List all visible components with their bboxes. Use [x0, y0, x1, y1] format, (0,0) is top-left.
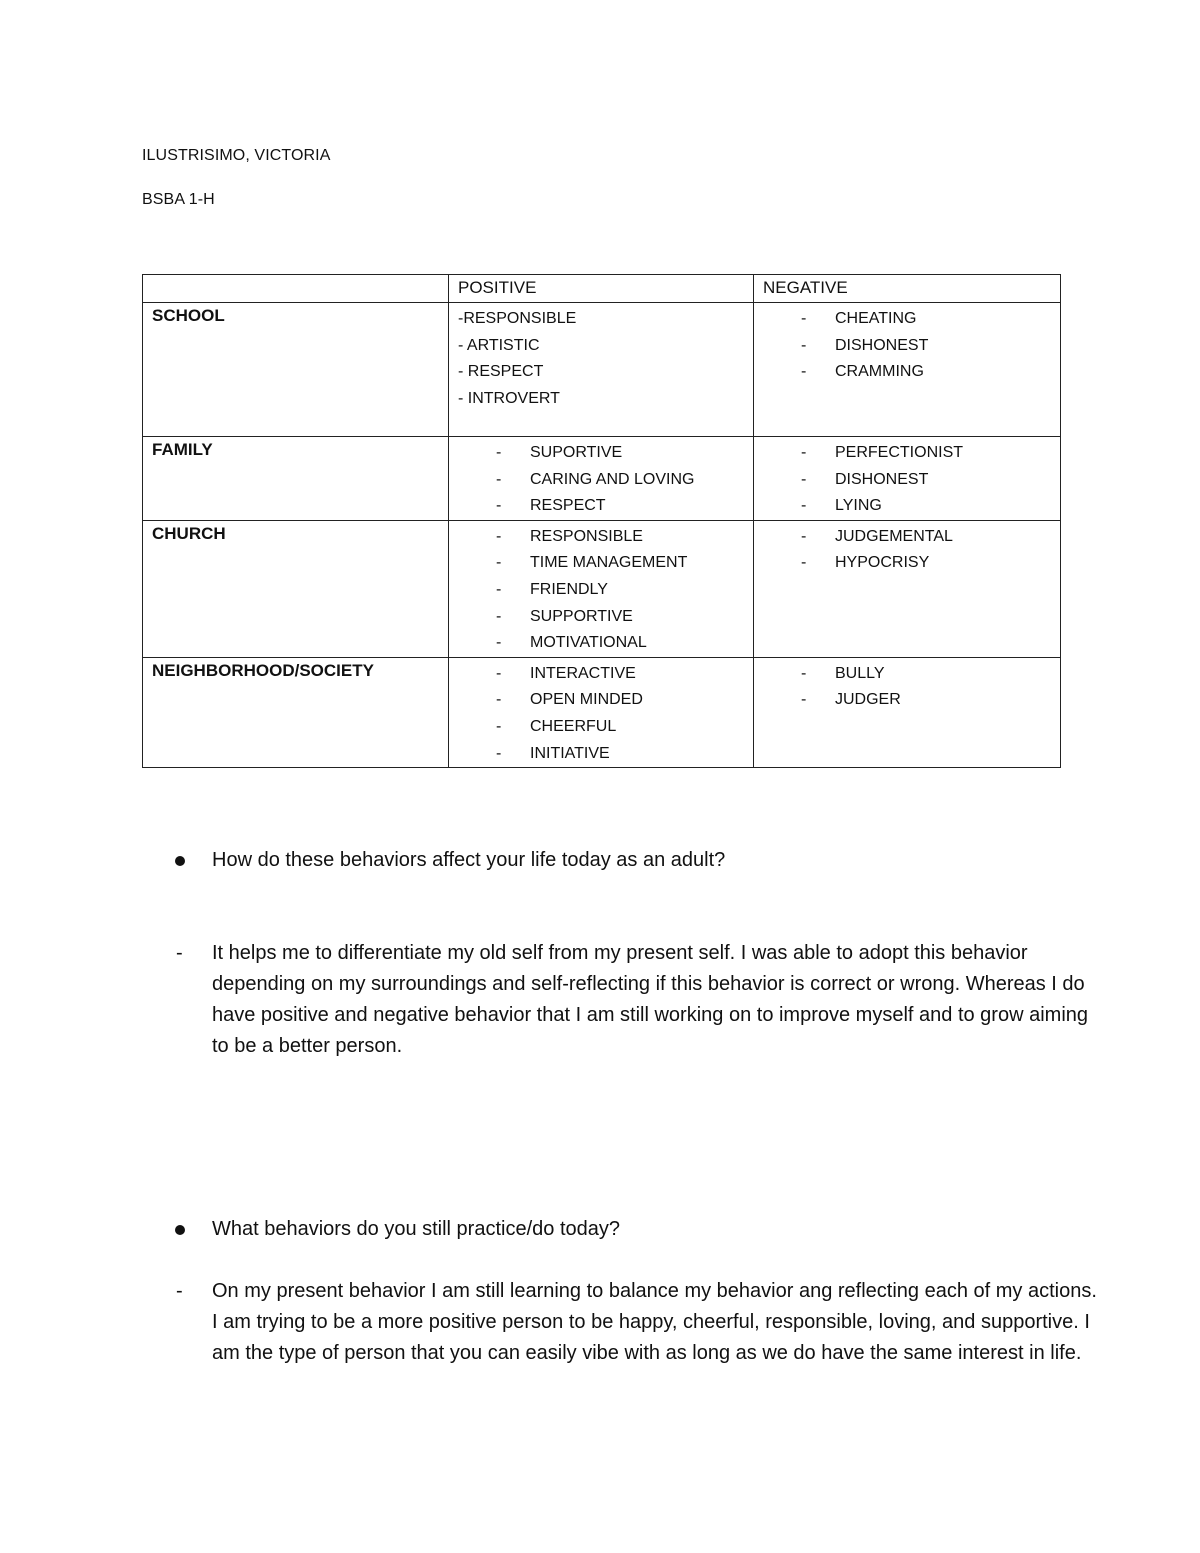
list-item-text: CARING AND LOVING	[530, 470, 695, 488]
list-item	[763, 493, 1051, 520]
question-2	[172, 1214, 1102, 1245]
list-item-text: INITIATIVE	[530, 744, 610, 762]
category-label: NEIGHBORHOOD/SOCIETY	[152, 660, 374, 680]
list-item: - INTROVERT	[458, 389, 560, 407]
list-item-text: CRAMMING	[835, 363, 924, 381]
dash-marker: -	[496, 634, 502, 652]
table-row-church	[143, 520, 1061, 657]
list-item	[458, 524, 744, 551]
negative-list	[763, 306, 1051, 386]
dash-marker: -	[496, 744, 502, 762]
negative-cell	[754, 657, 1061, 767]
category-label: SCHOOL	[152, 306, 225, 325]
list-item	[458, 467, 744, 494]
dash-marker: -	[496, 527, 502, 545]
table-row-neighborhood	[143, 657, 1061, 767]
list-item	[763, 306, 1051, 333]
list-item	[458, 741, 744, 768]
list-item-text: INTERACTIVE	[530, 664, 636, 682]
dash-marker: -	[496, 580, 502, 598]
list-item	[458, 714, 744, 741]
negative-cell	[754, 303, 1061, 437]
dash-marker: -	[801, 527, 807, 545]
list-item	[763, 467, 1051, 494]
list-item-text: RESPECT	[530, 497, 606, 515]
list-item	[458, 630, 744, 657]
student-name: ILUSTRISIMO, VICTORIA	[142, 147, 331, 164]
bullet-icon	[175, 1225, 185, 1235]
dash-marker: -	[496, 444, 502, 461]
list-item	[458, 661, 744, 688]
answer-1	[172, 938, 1102, 1062]
list-item	[763, 359, 1051, 386]
dash-marker: -	[801, 363, 807, 381]
list-item	[763, 661, 1051, 688]
positive-list	[458, 440, 744, 520]
list-item: - ARTISTIC	[458, 336, 540, 354]
category-cell	[143, 520, 449, 657]
list-item-text: HYPOCRISY	[835, 554, 930, 572]
negative-cell	[754, 437, 1061, 521]
list-item	[763, 333, 1051, 360]
negative-cell	[754, 520, 1061, 657]
positive-cell	[449, 657, 754, 767]
list-item	[458, 440, 744, 467]
behavior-table	[142, 274, 1061, 768]
category-label: FAMILY	[152, 440, 213, 459]
answer-text: It helps me to differentiate my old self from my present self. I was able to adopt this behavior depending on my surroundings and self-reflecting if this behavior is correct or wrong. Whereas I do have positive and negative behavior that I am still working on to improve myself and to grow aiming to be a better person.	[212, 942, 1089, 1057]
category-label: CHURCH	[152, 523, 226, 543]
positive-list	[458, 524, 744, 657]
dash-marker: -	[496, 664, 502, 682]
negative-list	[763, 440, 1051, 520]
list-item	[458, 550, 744, 577]
dash-marker: -	[801, 497, 807, 515]
dash-marker: -	[176, 942, 183, 964]
question-text: How do these behaviors affect your life today as an adult?	[212, 849, 726, 871]
list-item-text: LYING	[835, 497, 882, 515]
question-1	[172, 845, 1102, 876]
dash-marker: -	[801, 336, 807, 354]
dash-marker: -	[801, 691, 807, 709]
answer-2	[172, 1276, 1102, 1369]
positive-cell	[449, 520, 754, 657]
list-item-text: OPEN MINDED	[530, 691, 643, 709]
list-item: - RESPECT	[458, 363, 544, 381]
list-item-text: CHEATING	[835, 310, 917, 327]
list-item-text: SUPPORTIVE	[530, 607, 633, 625]
dash-marker: -	[496, 497, 502, 515]
list-item: -RESPONSIBLE	[458, 310, 577, 327]
list-item-text: BULLY	[835, 664, 885, 682]
list-item-text: JUDGEMENTAL	[835, 527, 953, 545]
list-item	[458, 687, 744, 714]
list-item	[458, 493, 744, 520]
list-item	[763, 524, 1051, 551]
list-item-text: TIME MANAGEMENT	[530, 554, 688, 572]
header-cell-positive: POSITIVE	[449, 275, 754, 303]
dash-marker: -	[801, 444, 807, 461]
dash-marker: -	[801, 310, 807, 327]
list-item-text: PERFECTIONIST	[835, 444, 964, 461]
table-header-row	[143, 275, 1061, 303]
answer-text: On my present behavior I am still learning to balance my behavior ang reflecting each of my actions. I am trying to be a more positive person to be happy, cheerful, responsible, loving, and supportive. I am the type of person that you can easily vibe with as long as we do have the same interest in life.	[212, 1280, 1097, 1364]
header-cell-negative: NEGATIVE	[754, 275, 1061, 303]
positive-list	[458, 306, 744, 412]
category-cell	[143, 657, 449, 767]
list-item	[763, 687, 1051, 714]
dash-marker: -	[801, 470, 807, 488]
category-cell	[143, 303, 449, 437]
category-cell	[143, 437, 449, 521]
list-item-text: DISHONEST	[835, 336, 929, 354]
list-item	[763, 440, 1051, 467]
list-item	[458, 604, 744, 631]
list-item-text: DISHONEST	[835, 470, 929, 488]
list-item-text: MOTIVATIONAL	[530, 634, 647, 652]
list-item-text: CHEERFUL	[530, 717, 617, 735]
dash-marker: -	[496, 607, 502, 625]
dash-marker: -	[496, 717, 502, 735]
list-item-text: JUDGER	[835, 691, 901, 709]
student-class: BSBA 1-H	[142, 191, 215, 208]
negative-list	[763, 661, 1051, 714]
dash-marker: -	[496, 470, 502, 488]
positive-cell	[449, 303, 754, 437]
list-item-text: RESPONSIBLE	[530, 527, 643, 545]
dash-marker: -	[801, 664, 807, 682]
list-item	[763, 550, 1051, 577]
negative-list	[763, 524, 1051, 577]
table-row-family	[143, 437, 1061, 521]
dash-marker: -	[496, 691, 502, 709]
list-item-text: SUPORTIVE	[530, 444, 623, 461]
positive-cell	[449, 437, 754, 521]
dash-marker: -	[801, 554, 807, 572]
positive-list	[458, 661, 744, 767]
table-row-school	[143, 303, 1061, 437]
list-item	[458, 577, 744, 604]
dash-marker: -	[176, 1280, 183, 1302]
list-item-text: FRIENDLY	[530, 580, 608, 598]
dash-marker: -	[496, 554, 502, 572]
header-cell-empty	[143, 275, 449, 303]
bullet-icon	[175, 856, 185, 866]
question-text: What behaviors do you still practice/do today?	[212, 1218, 620, 1240]
